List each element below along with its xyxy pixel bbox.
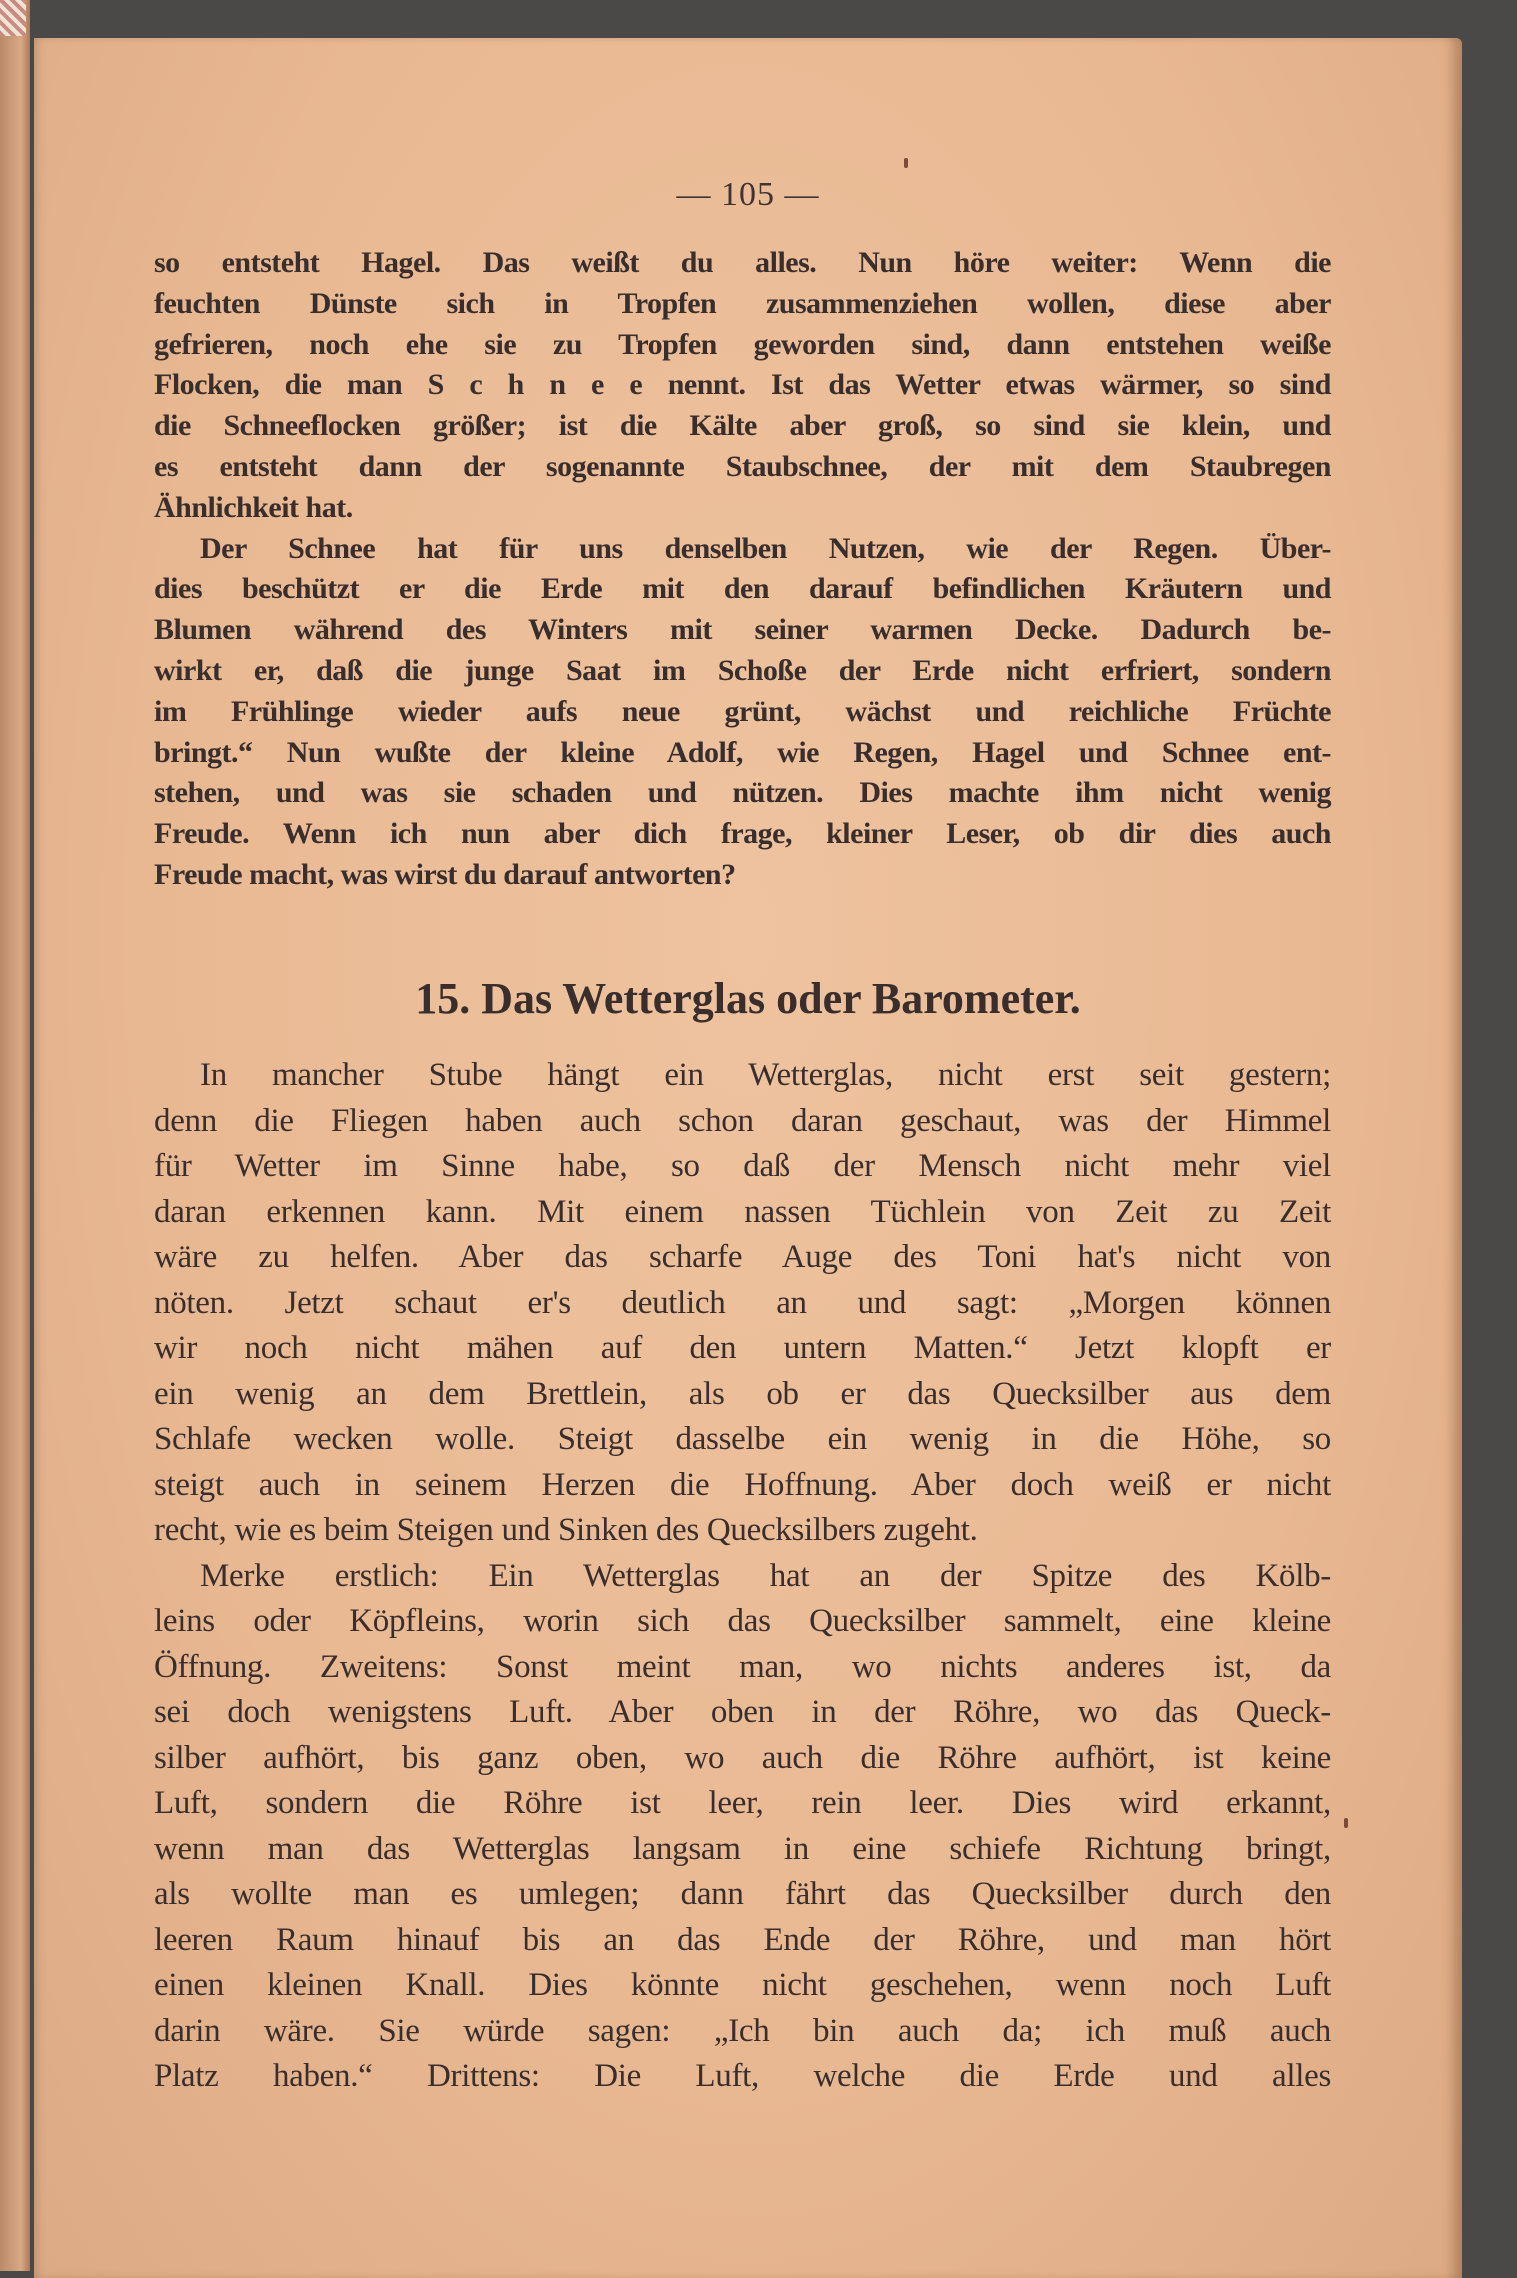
text-line: einen kleinen Knall. Dies könnte nicht geschehen, wenn noch Luft	[154, 1967, 1331, 2003]
text-line: wir noch nicht mähen auf den untern Matten.“ Jetzt klopft er	[154, 1330, 1331, 1366]
text-line: darin wäre. Sie würde sagen: „Ich bin auch da; ich muß auch	[154, 2012, 1331, 2049]
text-line: Luft, sondern die Röhre ist leer, rein leer. Dies wird erkannt,	[154, 1785, 1331, 1821]
paper-speck	[1344, 1818, 1348, 1828]
text-line: Öffnung. Zweitens: Sonst meint man, wo nichts anderes ist, da	[154, 1648, 1331, 1685]
text-line: stehen, und was sie schaden und nützen. Dies machte ihm nicht wenig	[154, 776, 1331, 810]
text-line: im Frühlinge wieder aufs neue grünt, wächst und reichliche Früchte	[154, 694, 1331, 728]
text-line: Schlafe wecken wolle. Steigt dasselbe ein wenig in die Höhe, so	[154, 1421, 1331, 1457]
text-line: feuchten Dünste sich in Tropfen zusammenziehen wollen, diese aber	[154, 286, 1331, 320]
text-line: Platz haben.“ Drittens: Die Luft, welche die Erde und alles	[154, 2058, 1331, 2094]
text-line: recht, wie es beim Steigen und Sinken des Quecksilbers zugeht.	[154, 1512, 978, 1548]
text-line: Freude macht, was wirst du darauf antworten?	[154, 857, 736, 891]
text-line: Freude. Wenn ich nun aber dich frage, kleiner Leser, ob dir dies auch	[154, 817, 1331, 851]
text-line: Blumen während des Winters mit seiner warmen Decke. Dadurch be-	[154, 613, 1331, 647]
text-line: leeren Raum hinauf bis an das Ende der Röhre, und man hört	[154, 1921, 1331, 1958]
text-line: silber aufhört, bis ganz oben, wo auch die Röhre aufhört, ist keine	[154, 1739, 1331, 1776]
text-line: so entsteht Hagel. Das weißt du alles. Nun höre weiter: Wenn die	[154, 246, 1331, 279]
section-2-text	[154, 1053, 1331, 2100]
bookmark-ribbon	[0, 0, 26, 36]
text-line: wirkt er, daß die junge Saat im Schoße der Erde nicht erfriert, sondern	[154, 653, 1331, 687]
text-line: steigt auch in seinem Herzen die Hoffnung. Aber doch weiß er nicht	[154, 1466, 1331, 1503]
text-line: daran erkennen kann. Mit einem nassen Tüchlein von Zeit zu Zeit	[154, 1193, 1331, 1230]
text-line: die Schneeflocken größer; ist die Kälte aber groß, so sind sie klein, und	[154, 409, 1331, 443]
chapter-heading: 15. Das Wetterglas oder Barometer.	[415, 974, 1081, 1023]
text-line: Merke erstlich: Ein Wetterglas hat an der Spitze des Kölb-	[200, 1557, 1331, 1594]
book-page	[34, 38, 1462, 2278]
text-line: für Wetter im Sinne habe, so daß der Mensch nicht mehr viel	[154, 1148, 1331, 1184]
section-1-text	[154, 243, 1331, 896]
text-line: als wollte man es umlegen; dann fährt das Quecksilber durch den	[154, 1876, 1331, 1912]
paper-speck	[904, 158, 908, 168]
book-binding-edge	[0, 0, 30, 2271]
text-line: es entsteht dann der sogenannte Staubschnee, der mit dem Staubregen	[154, 449, 1331, 483]
text-line: In mancher Stube hängt ein Wetterglas, nicht erst seit gestern;	[200, 1057, 1331, 1093]
text-line: gefrieren, noch ehe sie zu Tropfen geworden sind, dann entstehen weiße	[154, 327, 1331, 361]
text-line: Ähnlichkeit hat.	[154, 490, 353, 524]
text-line: denn die Fliegen haben auch schon daran geschaut, was der Himmel	[154, 1102, 1331, 1139]
text-line: nöten. Jetzt schaut er's deutlich an und sagt: „Morgen können	[154, 1284, 1331, 1321]
text-line: Der Schnee hat für uns denselben Nutzen, wie der Regen. Über-	[200, 531, 1331, 565]
page-number: — 105 —	[676, 176, 820, 213]
text-line: bringt.“ Nun wußte der kleine Adolf, wie Regen, Hagel und Schnee ent-	[154, 735, 1331, 769]
text-line: leins oder Köpfleins, worin sich das Quecksilber sammelt, eine kleine	[154, 1603, 1331, 1639]
text-line: Flocken, die man S c h n e e nennt. Ist das Wetter etwas wärmer, so sind	[154, 368, 1331, 402]
text-line: wäre zu helfen. Aber das scharfe Auge des Toni hat's nicht von	[154, 1239, 1331, 1275]
text-line: ein wenig an dem Brettlein, als ob er das Quecksilber aus dem	[154, 1375, 1331, 1412]
text-line: wenn man das Wetterglas langsam in eine schiefe Richtung bringt,	[154, 1830, 1331, 1867]
text-line: dies beschützt er die Erde mit den darauf befindlichen Kräutern und	[154, 572, 1331, 606]
text-line: sei doch wenigstens Luft. Aber oben in der Röhre, wo das Queck-	[154, 1694, 1331, 1730]
